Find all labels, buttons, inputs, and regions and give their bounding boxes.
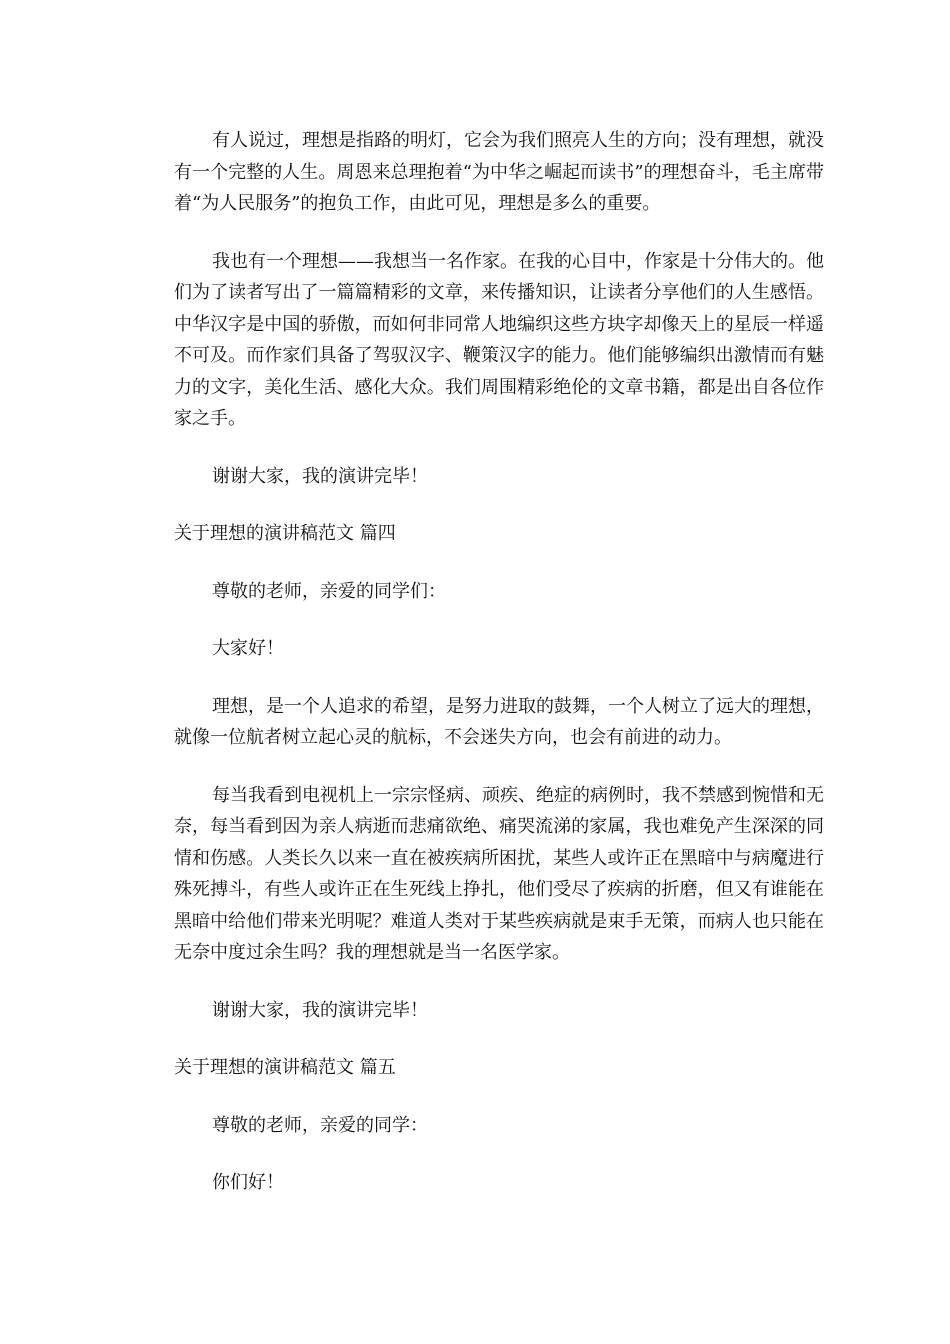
section-heading-5: 关于理想的演讲稿范文 篇五 <box>174 1057 396 1078</box>
paragraph-closing-3: 谢谢大家，我的演讲完毕！ <box>212 465 428 487</box>
document-body <box>174 125 824 1225</box>
paragraph-writer-ideal: 我也有一个理想——我想当一名作家。在我的心目中，作家是十分伟大的。他们为了读者写出了一篇篇精彩的文章，来传播知识，让读者分享他们的人生感悟。中华汉字是中国的骄傲，而如何非同常人地编织这些方块字却像天上的星辰一样遥不可及。而作家们具备了驾驭汉字、鞭策汉字的能力。他们能够编织出激情而有魅力的文字，美化生活、感化大众。我们周围精彩绝伦的文章书籍，都是出自各位作家之手。 <box>174 250 824 429</box>
paragraph-closing-4: 谢谢大家，我的演讲完毕！ <box>212 999 428 1021</box>
greeting-teachers-5: 尊敬的老师，亲爱的同学： <box>212 1114 428 1136</box>
greeting-hello-4: 大家好！ <box>212 638 284 659</box>
section-heading-4: 关于理想的演讲稿范文 篇四 <box>174 523 396 544</box>
paragraph-intro-ideal: 有人说过，理想是指路的明灯，它会为我们照亮人生的方向；没有理想，就没有一个完整的人生。周恩来总理抱着“为中华之崛起而读书”的理想奋斗，毛主席带着“为人民服务”的抱负工作，由此可见，理想是多么的重要。 <box>174 130 824 214</box>
greeting-hello-5: 你们好！ <box>212 1172 284 1193</box>
paragraph-doctor-ideal: 每当我看到电视机上一宗宗怪病、顽疾、绝症的病例时，我不禁感到惋惜和无奈，每当看到因为亲人病逝而悲痛欲绝、痛哭流涕的家属，我也难免产生深深的同情和伤感。人类长久以来一直在被疾病所困扰，某些人或许正在黑暗中与病魔进行殊死搏斗，有些人或许正在生死线上挣扎，他们受尽了疾病的折磨，但又有谁能在黑暗中给他们带来光明呢？难道人类对于某些疾病就是束手无策，而病人也只能在无奈中度过余生吗？我的理想就是当一名医学家。 <box>174 784 824 963</box>
paragraph-ideal-definition: 理想，是一个人追求的希望，是努力进取的鼓舞，一个人树立了远大的理想，就像一位航者树立起心灵的航标，不会迷失方向，也会有前进的动力。 <box>174 695 824 748</box>
greeting-teachers-4: 尊敬的老师，亲爱的同学们： <box>212 580 446 602</box>
